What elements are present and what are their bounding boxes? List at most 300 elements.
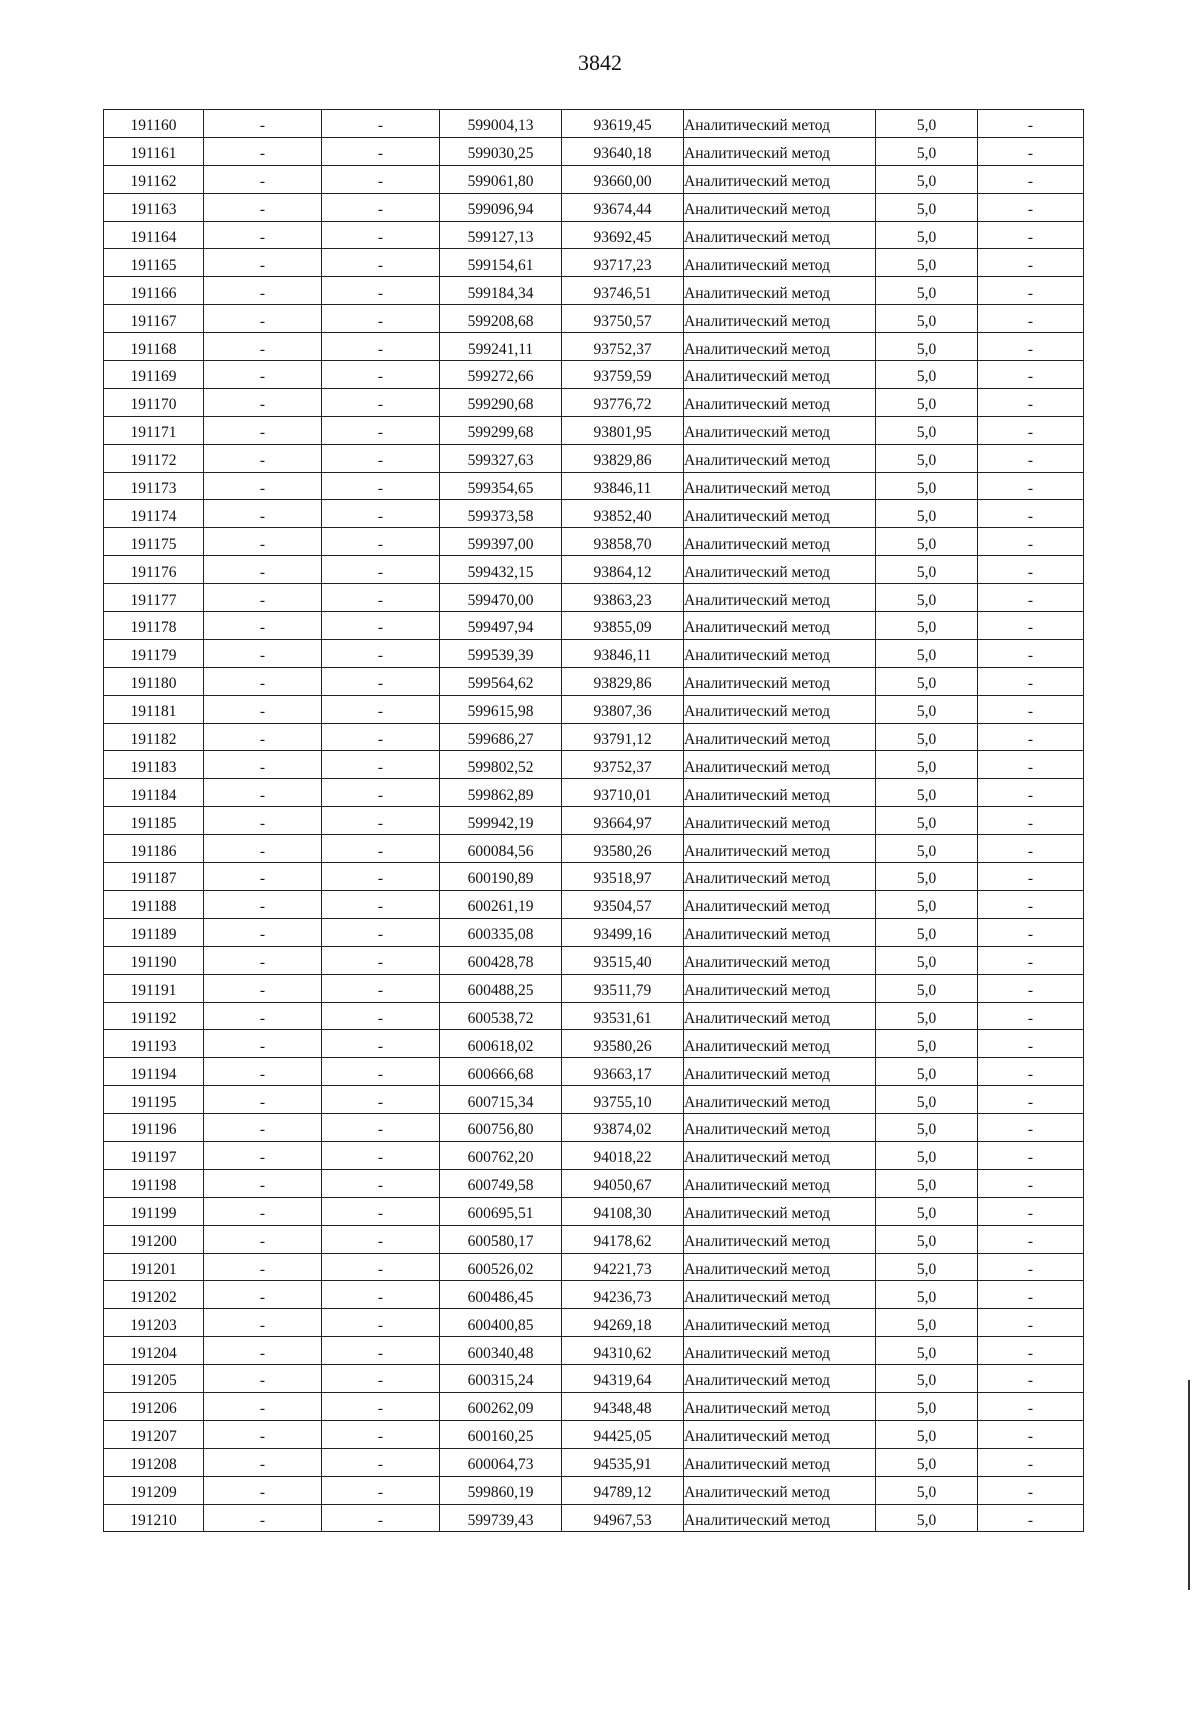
cell-y-coordinate: 93619,45	[562, 110, 684, 138]
cell-dash: -	[322, 751, 440, 779]
cell-y-coordinate: 93752,37	[562, 751, 684, 779]
table-row	[104, 1086, 1084, 1114]
cell-accuracy: 5,0	[876, 918, 978, 946]
cell-y-coordinate: 93499,16	[562, 918, 684, 946]
cell-x-coordinate: 600315,24	[440, 1365, 562, 1393]
cell-y-coordinate: 93746,51	[562, 277, 684, 305]
cell-accuracy: 5,0	[876, 528, 978, 556]
cell-dash: -	[204, 1058, 322, 1086]
table-row	[104, 110, 1084, 138]
cell-point-number: 191194	[104, 1058, 204, 1086]
cell-dash: -	[322, 890, 440, 918]
cell-point-number: 191185	[104, 807, 204, 835]
cell-method: Аналитический метод	[684, 388, 876, 416]
cell-x-coordinate: 599354,65	[440, 472, 562, 500]
cell-y-coordinate: 93664,97	[562, 807, 684, 835]
cell-x-coordinate: 600488,25	[440, 974, 562, 1002]
cell-accuracy: 5,0	[876, 890, 978, 918]
table-row	[104, 1253, 1084, 1281]
cell-y-coordinate: 93755,10	[562, 1086, 684, 1114]
cell-dash: -	[204, 500, 322, 528]
cell-dash: -	[204, 1197, 322, 1225]
cell-method: Аналитический метод	[684, 807, 876, 835]
cell-point-number: 191166	[104, 277, 204, 305]
cell-dash: -	[978, 1504, 1084, 1532]
cell-dash: -	[204, 444, 322, 472]
cell-dash: -	[978, 1114, 1084, 1142]
cell-accuracy: 5,0	[876, 556, 978, 584]
cell-dash: -	[978, 361, 1084, 389]
cell-dash: -	[204, 137, 322, 165]
cell-y-coordinate: 93504,57	[562, 890, 684, 918]
table-row	[104, 1002, 1084, 1030]
cell-x-coordinate: 600084,56	[440, 835, 562, 863]
cell-accuracy: 5,0	[876, 946, 978, 974]
cell-dash: -	[204, 1281, 322, 1309]
cell-accuracy: 5,0	[876, 1030, 978, 1058]
cell-method: Аналитический метод	[684, 137, 876, 165]
table-row	[104, 444, 1084, 472]
cell-point-number: 191202	[104, 1281, 204, 1309]
cell-dash: -	[322, 1448, 440, 1476]
cell-accuracy: 5,0	[876, 277, 978, 305]
cell-dash: -	[978, 946, 1084, 974]
table-row	[104, 333, 1084, 361]
cell-x-coordinate: 599497,94	[440, 612, 562, 640]
cell-method: Аналитический метод	[684, 305, 876, 333]
cell-accuracy: 5,0	[876, 221, 978, 249]
table-row	[104, 1309, 1084, 1337]
cell-accuracy: 5,0	[876, 1365, 978, 1393]
scan-edge-line	[1188, 1380, 1190, 1590]
cell-accuracy: 5,0	[876, 807, 978, 835]
cell-accuracy: 5,0	[876, 639, 978, 667]
cell-point-number: 191172	[104, 444, 204, 472]
cell-y-coordinate: 93518,97	[562, 863, 684, 891]
table-row	[104, 137, 1084, 165]
cell-y-coordinate: 93674,44	[562, 193, 684, 221]
cell-dash: -	[322, 835, 440, 863]
cell-dash: -	[204, 1365, 322, 1393]
cell-x-coordinate: 599272,66	[440, 361, 562, 389]
cell-accuracy: 5,0	[876, 1420, 978, 1448]
cell-method: Аналитический метод	[684, 1504, 876, 1532]
table-row	[104, 221, 1084, 249]
cell-y-coordinate: 93776,72	[562, 388, 684, 416]
cell-accuracy: 5,0	[876, 751, 978, 779]
table-row	[104, 1504, 1084, 1532]
cell-x-coordinate: 600538,72	[440, 1002, 562, 1030]
cell-dash: -	[204, 639, 322, 667]
cell-y-coordinate: 94178,62	[562, 1225, 684, 1253]
table-row	[104, 807, 1084, 835]
cell-method: Аналитический метод	[684, 1448, 876, 1476]
cell-dash: -	[978, 1225, 1084, 1253]
cell-dash: -	[322, 612, 440, 640]
cell-accuracy: 5,0	[876, 500, 978, 528]
cell-point-number: 191196	[104, 1114, 204, 1142]
cell-accuracy: 5,0	[876, 110, 978, 138]
cell-y-coordinate: 93801,95	[562, 416, 684, 444]
cell-y-coordinate: 94535,91	[562, 1448, 684, 1476]
cell-y-coordinate: 93717,23	[562, 249, 684, 277]
cell-y-coordinate: 94348,48	[562, 1392, 684, 1420]
cell-method: Аналитический метод	[684, 193, 876, 221]
cell-method: Аналитический метод	[684, 946, 876, 974]
cell-dash: -	[978, 305, 1084, 333]
cell-dash: -	[204, 1392, 322, 1420]
cell-method: Аналитический метод	[684, 500, 876, 528]
cell-x-coordinate: 599327,63	[440, 444, 562, 472]
cell-dash: -	[978, 918, 1084, 946]
cell-x-coordinate: 600580,17	[440, 1225, 562, 1253]
cell-x-coordinate: 599299,68	[440, 416, 562, 444]
table-row	[104, 723, 1084, 751]
cell-point-number: 191203	[104, 1309, 204, 1337]
table-row	[104, 1392, 1084, 1420]
cell-dash: -	[204, 946, 322, 974]
cell-method: Аналитический метод	[684, 751, 876, 779]
cell-y-coordinate: 93846,11	[562, 639, 684, 667]
cell-point-number: 191198	[104, 1169, 204, 1197]
table-row	[104, 1337, 1084, 1365]
cell-accuracy: 5,0	[876, 1392, 978, 1420]
cell-x-coordinate: 600749,58	[440, 1169, 562, 1197]
cell-accuracy: 5,0	[876, 667, 978, 695]
cell-point-number: 191180	[104, 667, 204, 695]
cell-dash: -	[322, 1309, 440, 1337]
table-row	[104, 751, 1084, 779]
cell-accuracy: 5,0	[876, 249, 978, 277]
cell-dash: -	[204, 193, 322, 221]
cell-x-coordinate: 599564,62	[440, 667, 562, 695]
cell-point-number: 191210	[104, 1504, 204, 1532]
cell-method: Аналитический метод	[684, 416, 876, 444]
cell-x-coordinate: 600666,68	[440, 1058, 562, 1086]
table-row	[104, 528, 1084, 556]
cell-dash: -	[322, 333, 440, 361]
cell-point-number: 191206	[104, 1392, 204, 1420]
cell-y-coordinate: 93660,00	[562, 165, 684, 193]
cell-point-number: 191162	[104, 165, 204, 193]
cell-dash: -	[978, 1309, 1084, 1337]
cell-accuracy: 5,0	[876, 779, 978, 807]
cell-point-number: 191164	[104, 221, 204, 249]
cell-dash: -	[204, 416, 322, 444]
cell-y-coordinate: 93863,23	[562, 584, 684, 612]
table-row	[104, 667, 1084, 695]
table-row	[104, 249, 1084, 277]
cell-y-coordinate: 94236,73	[562, 1281, 684, 1309]
cell-accuracy: 5,0	[876, 695, 978, 723]
cell-method: Аналитический метод	[684, 639, 876, 667]
cell-dash: -	[204, 667, 322, 695]
cell-y-coordinate: 93852,40	[562, 500, 684, 528]
cell-method: Аналитический метод	[684, 974, 876, 1002]
cell-x-coordinate: 599290,68	[440, 388, 562, 416]
cell-dash: -	[204, 1337, 322, 1365]
cell-point-number: 191186	[104, 835, 204, 863]
table-row	[104, 1365, 1084, 1393]
cell-method: Аналитический метод	[684, 472, 876, 500]
cell-dash: -	[322, 472, 440, 500]
cell-dash: -	[204, 779, 322, 807]
cell-dash: -	[204, 1030, 322, 1058]
cell-dash: -	[204, 1420, 322, 1448]
cell-method: Аналитический метод	[684, 333, 876, 361]
table-body	[104, 110, 1084, 1532]
cell-method: Аналитический метод	[684, 863, 876, 891]
cell-dash: -	[204, 1225, 322, 1253]
cell-y-coordinate: 93846,11	[562, 472, 684, 500]
cell-accuracy: 5,0	[876, 1476, 978, 1504]
cell-x-coordinate: 599184,34	[440, 277, 562, 305]
cell-dash: -	[204, 165, 322, 193]
table-row	[104, 1058, 1084, 1086]
cell-point-number: 191199	[104, 1197, 204, 1225]
cell-method: Аналитический метод	[684, 667, 876, 695]
cell-dash: -	[978, 1337, 1084, 1365]
cell-point-number: 191165	[104, 249, 204, 277]
cell-dash: -	[978, 528, 1084, 556]
table-row	[104, 835, 1084, 863]
cell-x-coordinate: 599208,68	[440, 305, 562, 333]
cell-method: Аналитический метод	[684, 1197, 876, 1225]
cell-point-number: 191169	[104, 361, 204, 389]
cell-method: Аналитический метод	[684, 1392, 876, 1420]
cell-x-coordinate: 599539,39	[440, 639, 562, 667]
cell-dash: -	[978, 221, 1084, 249]
cell-dash: -	[978, 277, 1084, 305]
cell-dash: -	[322, 444, 440, 472]
cell-y-coordinate: 93759,59	[562, 361, 684, 389]
cell-dash: -	[978, 1030, 1084, 1058]
cell-method: Аналитический метод	[684, 918, 876, 946]
cell-dash: -	[204, 1086, 322, 1114]
cell-y-coordinate: 93531,61	[562, 1002, 684, 1030]
coordinates-table	[103, 109, 1084, 1532]
cell-point-number: 191200	[104, 1225, 204, 1253]
cell-y-coordinate: 93874,02	[562, 1114, 684, 1142]
cell-dash: -	[978, 1058, 1084, 1086]
cell-dash: -	[322, 584, 440, 612]
cell-dash: -	[204, 388, 322, 416]
cell-accuracy: 5,0	[876, 193, 978, 221]
table-row	[104, 416, 1084, 444]
cell-dash: -	[322, 1169, 440, 1197]
table-row	[104, 305, 1084, 333]
cell-accuracy: 5,0	[876, 1448, 978, 1476]
cell-x-coordinate: 599942,19	[440, 807, 562, 835]
cell-point-number: 191160	[104, 110, 204, 138]
cell-method: Аналитический метод	[684, 444, 876, 472]
table-row	[104, 639, 1084, 667]
cell-y-coordinate: 93692,45	[562, 221, 684, 249]
cell-dash: -	[978, 416, 1084, 444]
cell-point-number: 191183	[104, 751, 204, 779]
cell-method: Аналитический метод	[684, 695, 876, 723]
cell-dash: -	[978, 556, 1084, 584]
cell-method: Аналитический метод	[684, 1365, 876, 1393]
cell-x-coordinate: 599397,00	[440, 528, 562, 556]
cell-x-coordinate: 599686,27	[440, 723, 562, 751]
cell-method: Аналитический метод	[684, 1002, 876, 1030]
cell-x-coordinate: 600340,48	[440, 1337, 562, 1365]
cell-dash: -	[204, 333, 322, 361]
cell-dash: -	[322, 1476, 440, 1504]
cell-dash: -	[978, 1448, 1084, 1476]
cell-x-coordinate: 599862,89	[440, 779, 562, 807]
table-row	[104, 472, 1084, 500]
table-row	[104, 1114, 1084, 1142]
cell-dash: -	[322, 1225, 440, 1253]
cell-point-number: 191176	[104, 556, 204, 584]
cell-method: Аналитический метод	[684, 528, 876, 556]
cell-point-number: 191168	[104, 333, 204, 361]
cell-y-coordinate: 93511,79	[562, 974, 684, 1002]
cell-y-coordinate: 94018,22	[562, 1141, 684, 1169]
table-row	[104, 779, 1084, 807]
cell-accuracy: 5,0	[876, 472, 978, 500]
cell-dash: -	[978, 193, 1084, 221]
cell-method: Аналитический метод	[684, 1114, 876, 1142]
cell-dash: -	[204, 361, 322, 389]
cell-x-coordinate: 600618,02	[440, 1030, 562, 1058]
cell-dash: -	[322, 1197, 440, 1225]
cell-dash: -	[978, 779, 1084, 807]
cell-method: Аналитический метод	[684, 584, 876, 612]
cell-dash: -	[322, 1114, 440, 1142]
cell-y-coordinate: 93580,26	[562, 1030, 684, 1058]
cell-dash: -	[322, 695, 440, 723]
cell-y-coordinate: 94789,12	[562, 1476, 684, 1504]
cell-accuracy: 5,0	[876, 1337, 978, 1365]
table-row	[104, 556, 1084, 584]
cell-y-coordinate: 93640,18	[562, 137, 684, 165]
cell-x-coordinate: 600756,80	[440, 1114, 562, 1142]
cell-point-number: 191191	[104, 974, 204, 1002]
table-row	[104, 1476, 1084, 1504]
cell-accuracy: 5,0	[876, 974, 978, 1002]
cell-dash: -	[204, 918, 322, 946]
table-row	[104, 612, 1084, 640]
cell-dash: -	[204, 584, 322, 612]
cell-x-coordinate: 600715,34	[440, 1086, 562, 1114]
cell-dash: -	[322, 723, 440, 751]
cell-dash: -	[978, 695, 1084, 723]
cell-dash: -	[322, 277, 440, 305]
cell-point-number: 191208	[104, 1448, 204, 1476]
cell-method: Аналитический метод	[684, 1225, 876, 1253]
cell-y-coordinate: 94050,67	[562, 1169, 684, 1197]
cell-accuracy: 5,0	[876, 1086, 978, 1114]
cell-x-coordinate: 599004,13	[440, 110, 562, 138]
cell-point-number: 191171	[104, 416, 204, 444]
cell-dash: -	[322, 1392, 440, 1420]
cell-accuracy: 5,0	[876, 1141, 978, 1169]
cell-point-number: 191167	[104, 305, 204, 333]
cell-y-coordinate: 93663,17	[562, 1058, 684, 1086]
cell-dash: -	[322, 249, 440, 277]
cell-dash: -	[978, 863, 1084, 891]
cell-point-number: 191173	[104, 472, 204, 500]
cell-method: Аналитический метод	[684, 612, 876, 640]
cell-dash: -	[322, 1030, 440, 1058]
cell-accuracy: 5,0	[876, 1504, 978, 1532]
cell-dash: -	[322, 416, 440, 444]
cell-dash: -	[204, 110, 322, 138]
cell-accuracy: 5,0	[876, 1309, 978, 1337]
cell-y-coordinate: 93515,40	[562, 946, 684, 974]
cell-dash: -	[204, 277, 322, 305]
cell-y-coordinate: 93807,36	[562, 695, 684, 723]
cell-point-number: 191188	[104, 890, 204, 918]
cell-method: Аналитический метод	[684, 1253, 876, 1281]
cell-point-number: 191209	[104, 1476, 204, 1504]
cell-dash: -	[322, 528, 440, 556]
cell-y-coordinate: 93864,12	[562, 556, 684, 584]
cell-dash: -	[204, 249, 322, 277]
cell-accuracy: 5,0	[876, 1002, 978, 1030]
cell-method: Аналитический метод	[684, 277, 876, 305]
cell-dash: -	[978, 974, 1084, 1002]
cell-dash: -	[322, 305, 440, 333]
cell-y-coordinate: 94221,73	[562, 1253, 684, 1281]
cell-y-coordinate: 94108,30	[562, 1197, 684, 1225]
cell-method: Аналитический метод	[684, 723, 876, 751]
cell-x-coordinate: 600486,45	[440, 1281, 562, 1309]
cell-accuracy: 5,0	[876, 1225, 978, 1253]
cell-dash: -	[204, 890, 322, 918]
cell-x-coordinate: 600261,19	[440, 890, 562, 918]
cell-dash: -	[204, 472, 322, 500]
cell-accuracy: 5,0	[876, 137, 978, 165]
cell-accuracy: 5,0	[876, 1058, 978, 1086]
cell-y-coordinate: 93791,12	[562, 723, 684, 751]
cell-method: Аналитический метод	[684, 1476, 876, 1504]
table-row	[104, 1420, 1084, 1448]
table-row	[104, 361, 1084, 389]
cell-dash: -	[322, 221, 440, 249]
cell-y-coordinate: 94269,18	[562, 1309, 684, 1337]
cell-method: Аналитический метод	[684, 1169, 876, 1197]
cell-accuracy: 5,0	[876, 361, 978, 389]
page-number: 3842	[578, 50, 622, 75]
cell-accuracy: 5,0	[876, 388, 978, 416]
cell-method: Аналитический метод	[684, 1337, 876, 1365]
cell-dash: -	[978, 1141, 1084, 1169]
cell-x-coordinate: 599860,19	[440, 1476, 562, 1504]
cell-method: Аналитический метод	[684, 1058, 876, 1086]
table-row	[104, 890, 1084, 918]
table-row	[104, 946, 1084, 974]
cell-dash: -	[204, 528, 322, 556]
cell-point-number: 191201	[104, 1253, 204, 1281]
cell-dash: -	[204, 1448, 322, 1476]
cell-dash: -	[322, 1337, 440, 1365]
table-row	[104, 500, 1084, 528]
cell-accuracy: 5,0	[876, 1197, 978, 1225]
table-row	[104, 1141, 1084, 1169]
cell-dash: -	[978, 639, 1084, 667]
cell-dash: -	[978, 444, 1084, 472]
cell-dash: -	[204, 305, 322, 333]
cell-dash: -	[322, 1420, 440, 1448]
cell-dash: -	[978, 807, 1084, 835]
cell-dash: -	[322, 667, 440, 695]
cell-dash: -	[204, 612, 322, 640]
cell-method: Аналитический метод	[684, 1141, 876, 1169]
